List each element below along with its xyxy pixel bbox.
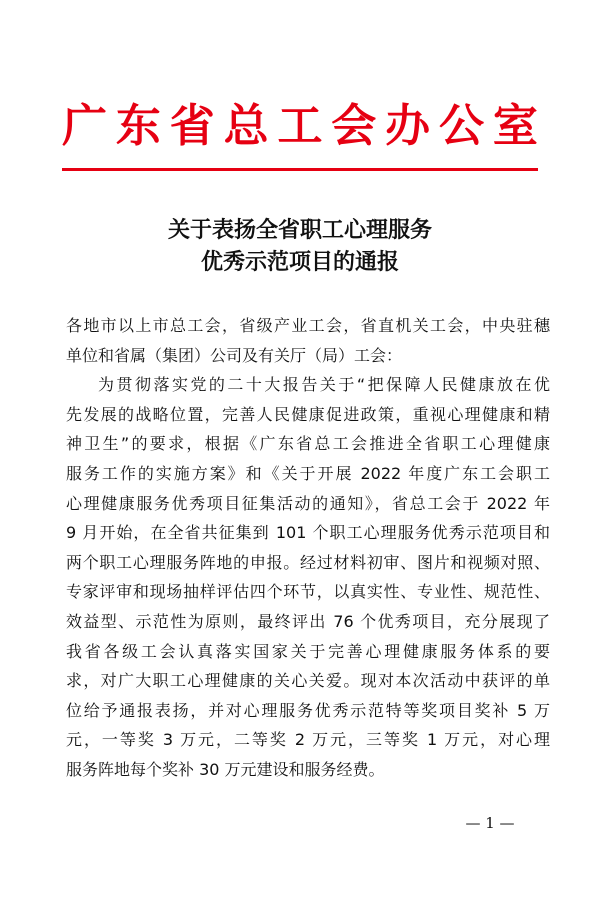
body-line: 为贯彻落实党的二十大报告关于“把保障人民健康放在优 — [98, 375, 550, 395]
body-line: 神卫生”的要求，根据《广东省总工会推进全省职工心理健康 — [66, 434, 550, 454]
header-char: 省 — [169, 99, 215, 152]
header-char: 会 — [331, 99, 377, 152]
header-char: 公 — [439, 99, 485, 152]
header-char: 东 — [115, 99, 161, 152]
header-char: 办 — [385, 99, 431, 152]
body-line: 两个职工心理服务阵地的申报。经过材料初审、图片和视频对照、 — [66, 552, 550, 572]
body-line: 求，对广大职工心理健康的关心关爱。现对本次活动中获评的单 — [66, 671, 550, 691]
page-number: — 1 — — [465, 814, 515, 832]
document-title-line-2: 优秀示范项目的通报 — [200, 249, 399, 275]
body-line: 我省各级工会认真落实国家关于完善心理健康服务体系的要 — [66, 641, 550, 661]
issuing-office-header — [62, 96, 538, 156]
body-line: 9 月开始，在全省共征集到 101 个职工心理服务优秀示范项目和 — [66, 523, 550, 543]
body-line: 位给予通报表扬，并对心理服务优秀示范特等奖项目奖补 5 万 — [66, 700, 550, 720]
document-title-line-1: 关于表扬全省职工心理服务 — [167, 217, 432, 243]
header-char: 广 — [62, 99, 108, 152]
body-line: 专家评审和现场抽样评估四个环节，以真实性、专业性、规范性、 — [66, 582, 550, 602]
header-char: 总 — [223, 99, 269, 152]
body-line: 先发展的战略位置，完善人民健康促进政策，重视心理健康和精 — [66, 404, 550, 424]
salutation-line: 各地市以上市总工会，省级产业工会，省直机关工会，中央驻穗 — [66, 316, 550, 335]
document-body — [66, 311, 550, 785]
document-title — [40, 214, 560, 278]
body-line: 元，一等奖 3 万元，二等奖 2 万元，三等奖 1 万元，对心理 — [66, 730, 550, 750]
header-char: 工 — [277, 99, 323, 152]
body-line: 心理健康服务优秀项目征集活动的通知》，省总工会于 2022 年 — [66, 493, 550, 513]
body-line: 服务阵地每个奖补 30 万元建设和服务经费。 — [66, 759, 385, 779]
header-char: 室 — [492, 99, 538, 152]
body-line: 效益型、示范性为原则，最终评出 76 个优秀项目，充分展现了 — [66, 611, 550, 631]
salutation-line: 单位和省属（集团）公司及有关厅（局）工会： — [66, 345, 403, 365]
header-divider — [62, 168, 538, 171]
body-line: 服务工作的实施方案》和《关于开展 2022 年度广东工会职工 — [66, 463, 550, 483]
